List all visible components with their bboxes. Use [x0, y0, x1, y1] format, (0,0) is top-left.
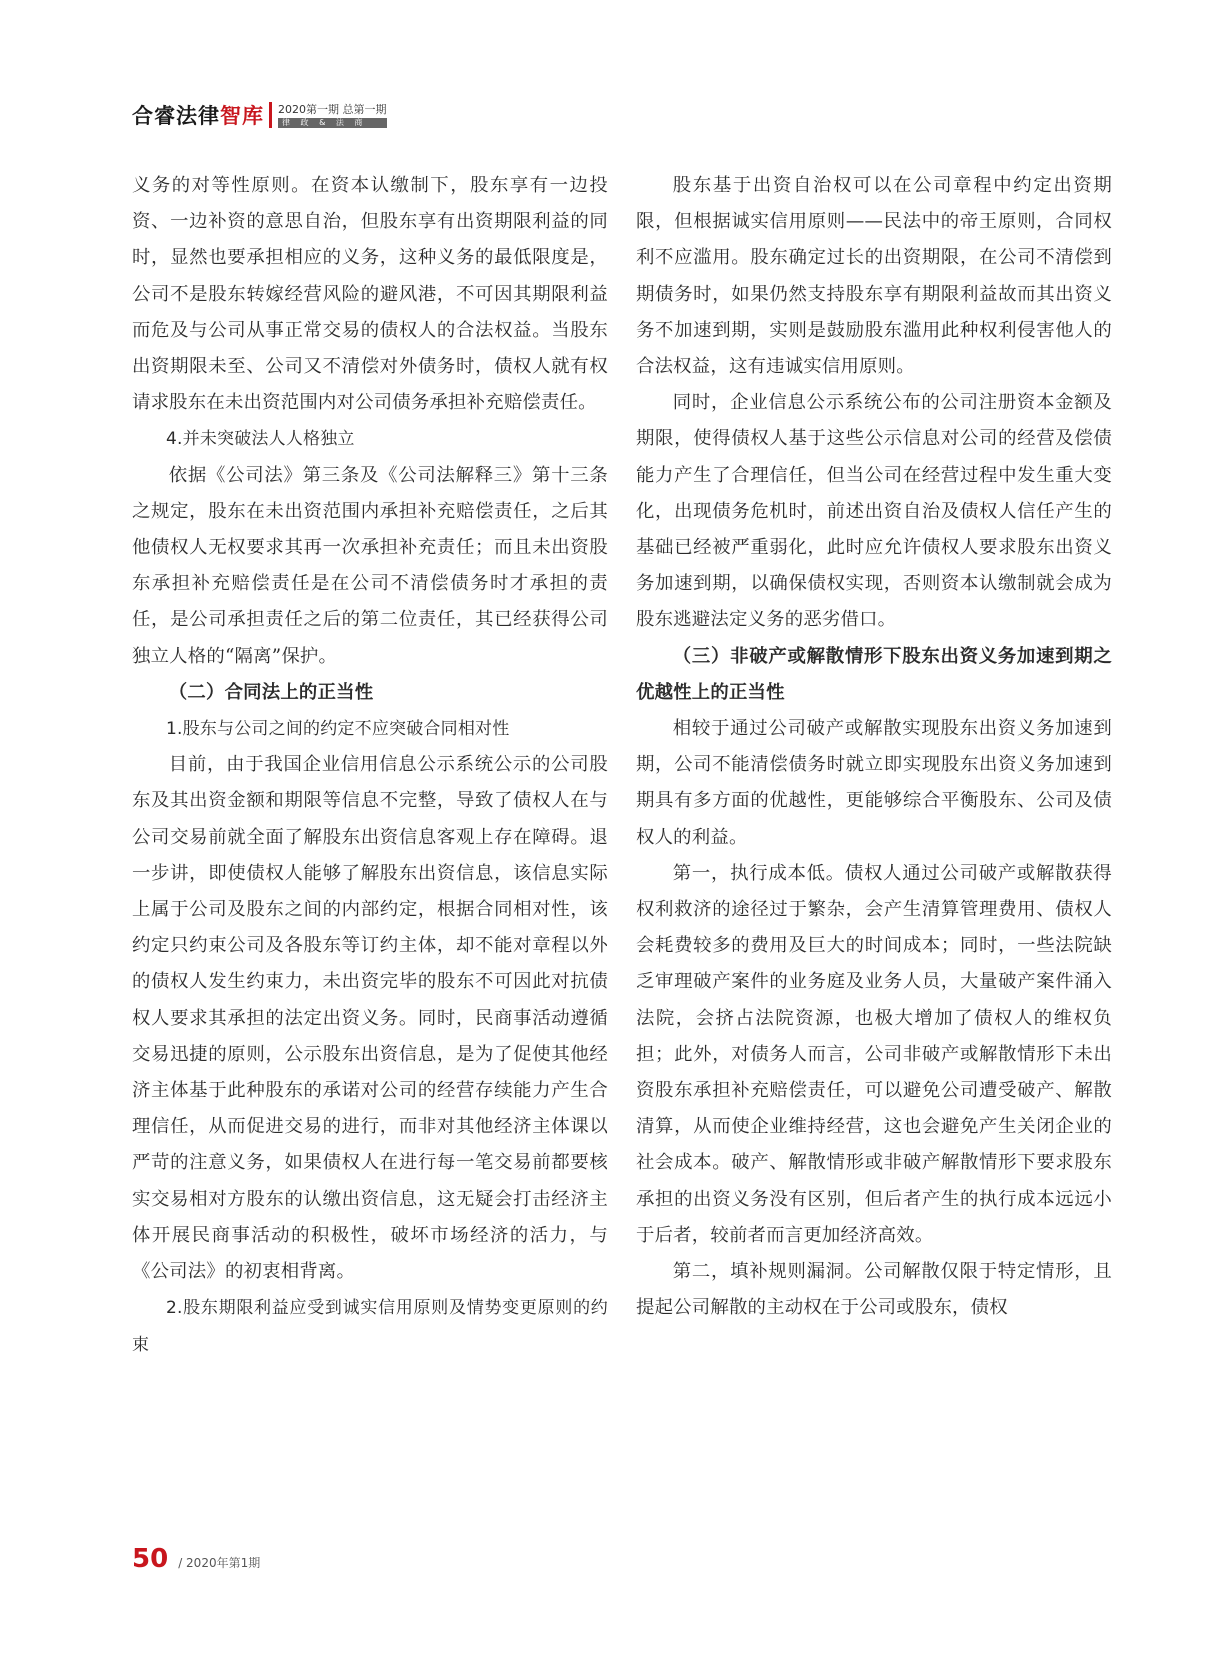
left-column: [132, 168, 608, 1363]
section-heading: （二）合同法上的正当性: [168, 681, 374, 703]
sub-heading: 2.股东期限利益应受到诚实信用原则及情势变更原则的约束: [132, 1298, 608, 1355]
paragraph: 依据《公司法》第三条及《公司法解释三》第十三条之规定，股东在未出资范围内承担补充赔偿责任，之后其他债权人无权要求其再一次承担补充责任；而且未出资股东承担补充赔偿责任是在公司不清偿债务时才承担的责任，是公司承担责任之后的第二位责任，其已经获得公司独立人格的“隔离”保护。: [132, 464, 608, 667]
issue-block: [278, 103, 387, 128]
paragraph: 相较于通过公司破产或解散实现股东出资义务加速到期，公司不能清偿债务时就立即实现股东出资义务加速到期具有多方面的优越性，更能够综合平衡股东、公司及债权人的利益。: [636, 718, 1112, 848]
section-heading: （三）非破产或解散情形下股东出资义务加速到期之优越性上的正当性: [636, 645, 1112, 703]
sub-heading: 4.并未突破法人人格独立: [166, 429, 355, 450]
article-body: [132, 168, 1112, 1363]
header-issue: 2020第一期 总第一期: [278, 102, 387, 116]
header-tagline: 律 政 & 法 商: [278, 118, 387, 128]
paragraph: 第二，填补规则漏洞。公司解散仅限于特定情形，且提起公司解散的主动权在于公司或股东，债权: [636, 1261, 1112, 1319]
page-header: [132, 100, 387, 130]
logo-main-text: 合睿法律: [132, 104, 220, 128]
logo-accent-text: 智库: [220, 104, 264, 128]
journal-logo: [132, 100, 264, 130]
page-number: 50: [132, 1544, 169, 1574]
paragraph: 义务的对等性原则。在资本认缴制下，股东享有一边投资、一边补资的意思自治，但股东享有出资期限利益的同时，显然也要承担相应的义务，这种义务的最低限度是，公司不是股东转嫁经营风险的避风港，不可因其期限利益而危及与公司从事正常交易的债权人的合法权益。当股东出资期限未至、公司又不清偿对外债务时，债权人就有权请求股东在未出资范围内对公司债务承担补充赔偿责任。: [132, 175, 608, 414]
sub-heading: 1.股东与公司之间的约定不应突破合同相对性: [166, 719, 510, 740]
page-footer: [132, 1544, 260, 1574]
footer-issue: / 2020年第1期: [178, 1556, 261, 1570]
paragraph: 目前，由于我国企业信用信息公示系统公示的公司股东及其出资金额和期限等信息不完整，导致了债权人在与公司交易前就全面了解股东出资信息客观上存在障碍。退一步讲，即使债权人能够了解股东出资信息，该信息实际上属于公司及股东之间的内部约定，根据合同相对性，该约定只约束公司及各股东等订约主体，却不能对章程以外的债权人发生约束力，未出资完毕的股东不可因此对抗债权人要求其承担的法定出资义务。同时，民商事活动遵循交易迅捷的原则，公示股东出资信息，是为了促使其他经济主体基于此种股东的承诺对公司的经营存续能力产生合理信任，从而促进交易的进行，而非对其他经济主体课以严苛的注意义务，如果债权人在进行每一笔交易前都要核实交易相对方股东的认缴出资信息，这无疑会打击经济主体开展民商事活动的积极性，破坏市场经济的活力，与《公司法》的初衷相背离。: [132, 754, 608, 1283]
paragraph: 第一，执行成本低。债权人通过公司破产或解散获得权利救济的途径过于繁杂，会产生清算管理费用、债权人会耗费较多的费用及巨大的时间成本；同时，一些法院缺乏审理破产案件的业务庭及业务人员，大量破产案件涌入法院，会挤占法院资源，也极大增加了债权人的维权负担；此外，对债务人而言，公司非破产或解散情形下未出资股东承担补充赔偿责任，可以避免公司遭受破产、解散清算，从而使企业维持经营，这也会避免产生关闭企业的社会成本。破产、解散情形或非破产解散情形下要求股东承担的出资义务没有区别，但后者产生的执行成本远远小于后者，较前者而言更加经济高效。: [636, 862, 1112, 1246]
paragraph: 同时，企业信息公示系统公布的公司注册资本金额及期限，使得债权人基于这些公示信息对公司的经营及偿债能力产生了合理信任，但当公司在经营过程中发生重大变化，出现债务危机时，前述出资自治及债权人信任产生的基础已经被严重弱化，此时应允许债权人要求股东出资义务加速到期，以确保债权实现，否则资本认缴制就会成为股东逃避法定义务的恶劣借口。: [636, 392, 1112, 631]
logo-divider: [269, 102, 272, 128]
paragraph: 股东基于出资自治权可以在公司章程中约定出资期限，但根据诚实信用原则——民法中的帝王原则，合同权利不应滥用。股东确定过长的出资期限，在公司不清偿到期债务时，如果仍然支持股东享有期限利益故而其出资义务不加速到期，实则是鼓励股东滥用此种权利侵害他人的合法权益，这有违诚实信用原则。: [636, 175, 1112, 378]
right-column: [636, 168, 1112, 1363]
